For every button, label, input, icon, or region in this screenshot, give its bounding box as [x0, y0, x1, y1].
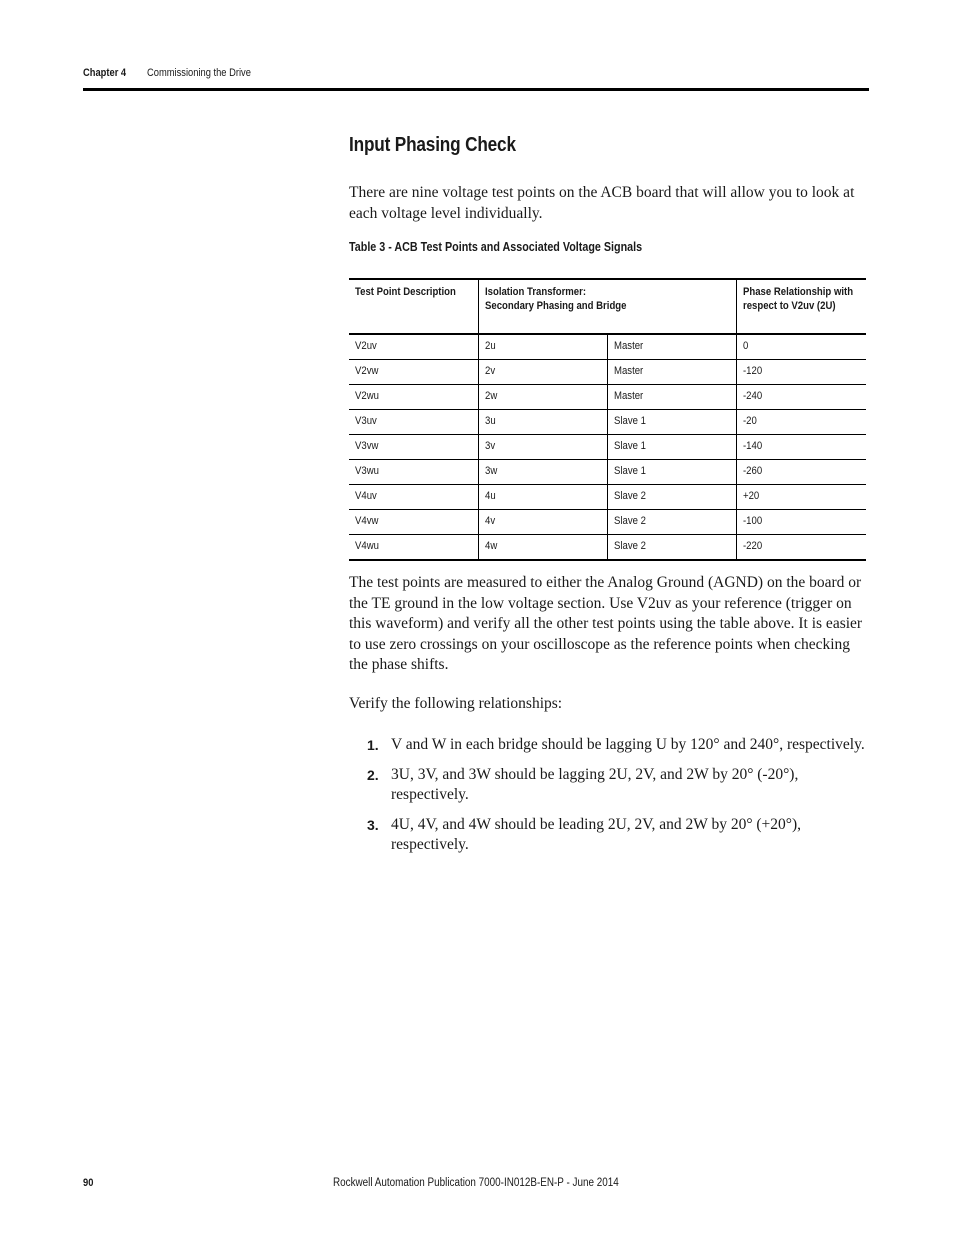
table-row [349, 435, 866, 460]
page-header [83, 67, 869, 93]
table-row [349, 385, 866, 410]
publication-info: Rockwell Automation Publication 7000-IN012B-EN-P - June 2014 [333, 1177, 619, 1189]
intro-paragraph: There are nine voltage test points on the ACB board that will allow you to look at each voltage level individually. [349, 184, 855, 222]
header-rule [83, 88, 869, 91]
header-isolation-line2: Secondary Phasing and Bridge [484, 300, 626, 312]
step-item [349, 735, 879, 756]
cell-test-point: V2wu [349, 385, 478, 410]
chapter-title: Commissioning the Drive [147, 67, 251, 79]
table-row [349, 485, 866, 510]
cell-phase: 2w [478, 385, 607, 410]
cell-relationship: 0 [736, 334, 866, 360]
table-body [349, 334, 866, 560]
cell-test-point: V3uv [349, 410, 478, 435]
cell-relationship: -260 [736, 460, 866, 485]
cell-test-point: V3wu [349, 460, 478, 485]
chapter-label: Chapter 4 [83, 67, 127, 79]
header-phase-relationship: Phase Relationship with respect to V2uv (2U) [736, 279, 866, 334]
cell-relationship: +20 [736, 485, 866, 510]
cell-phase: 2u [478, 334, 607, 360]
cell-phase: 4w [478, 535, 607, 561]
steps-list [349, 735, 879, 865]
cell-bridge: Master [607, 360, 736, 385]
step-text: V and W in each bridge should be lagging U by 120° and 240°, respectively. [391, 736, 865, 753]
cell-bridge: Slave 1 [607, 460, 736, 485]
table-row [349, 334, 866, 360]
cell-bridge: Slave 2 [607, 485, 736, 510]
cell-relationship: -220 [736, 535, 866, 561]
cell-phase: 2v [478, 360, 607, 385]
cell-test-point: V4wu [349, 535, 478, 561]
cell-bridge: Slave 1 [607, 435, 736, 460]
table-row [349, 460, 866, 485]
cell-test-point: V4uv [349, 485, 478, 510]
cell-phase: 3u [478, 410, 607, 435]
body-paragraph: The test points are measured to either the Analog Ground (AGND) on the board or the TE ground in the low voltage section. Use V2uv as your reference (trigger on this waveform) and verify all the other test points using the table above. It is easier to use zero crossings on your oscilloscope as the reference points when checking the phase shifts. [349, 574, 863, 673]
header-isolation-transformer [478, 279, 736, 334]
header-test-point: Test Point Description [355, 286, 456, 298]
step-item [349, 815, 879, 856]
step-text: 3U, 3V, and 3W should be lagging 2U, 2V, and 2W by 20° (-20°), respectively. [391, 765, 799, 803]
step-number: 2. [367, 766, 379, 783]
step-text: 4U, 4V, and 4W should be leading 2U, 2V, and 2W by 20° (+20°), respectively. [391, 815, 802, 853]
cell-relationship: -120 [736, 360, 866, 385]
cell-test-point: V2vw [349, 360, 478, 385]
header-isolation-line1: Isolation Transformer: [484, 286, 586, 298]
cell-bridge: Master [607, 385, 736, 410]
cell-test-point: V2uv [349, 334, 478, 360]
page-number: 90 [83, 1177, 94, 1189]
test-points-table [349, 278, 866, 561]
cell-bridge: Slave 2 [607, 535, 736, 561]
cell-phase: 4u [478, 485, 607, 510]
cell-test-point: V4vw [349, 510, 478, 535]
cell-phase: 3w [478, 460, 607, 485]
section-title: Input Phasing Check [349, 134, 516, 156]
cell-relationship: -100 [736, 510, 866, 535]
verify-intro: Verify the following relationships: [349, 695, 563, 712]
table-row [349, 510, 866, 535]
cell-relationship: -20 [736, 410, 866, 435]
table-caption: Table 3 - ACB Test Points and Associated Voltage Signals [349, 240, 643, 254]
step-item [349, 765, 879, 806]
cell-bridge: Master [607, 334, 736, 360]
cell-phase: 4v [478, 510, 607, 535]
cell-test-point: V3vw [349, 435, 478, 460]
step-number: 1. [367, 737, 379, 753]
table-row [349, 410, 866, 435]
cell-phase: 3v [478, 435, 607, 460]
table-row [349, 535, 866, 561]
table-header [349, 279, 866, 334]
step-number: 3. [367, 816, 379, 833]
table-row [349, 360, 866, 385]
cell-relationship: -140 [736, 435, 866, 460]
cell-relationship: -240 [736, 385, 866, 410]
cell-bridge: Slave 2 [607, 510, 736, 535]
cell-bridge: Slave 1 [607, 410, 736, 435]
